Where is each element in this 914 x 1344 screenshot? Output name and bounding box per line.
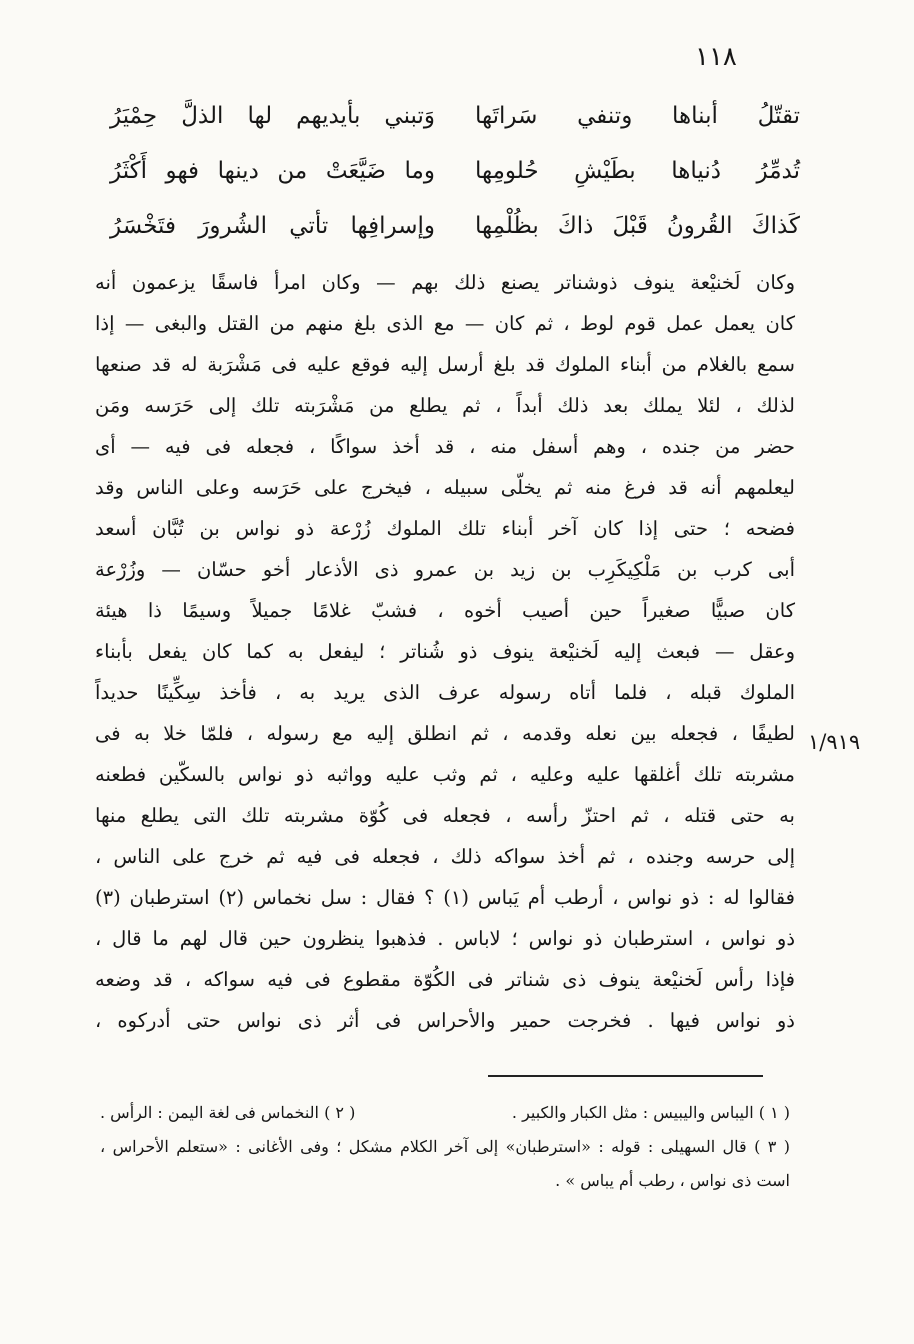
verse-second-hemistich: وما ضَيَّعَتْ من دينها فهو أَكْثَرُ bbox=[110, 157, 435, 184]
prose-line: ذو نواس ، استرطبان ذو نواس ؛ لاباس . فذهبوا ينظرون حين قال لهم ما قال ، bbox=[95, 927, 795, 950]
prose-line: سمع بالغلام من أبناء الملوك قد بلغ أرسل إليه فوقع عليه فى مَشْرَبة له قد صنعها bbox=[95, 353, 795, 376]
poem-verse bbox=[110, 88, 800, 143]
verse-first-hemistich: كَذاكَ القُرونُ قَبْلَ ذاكَ بظُلْمِها bbox=[475, 212, 800, 239]
prose-line: لطيفًا ، فجعله بين نعله وقدمه ، ثم انطلق إليه مع رسوله ، فلمّا خلا به فى bbox=[95, 722, 795, 745]
prose-line: به حتى قتله ، ثم احتزّ رأسه ، فجعله فى كُوّة مشربته تلك التى يطلع منها bbox=[95, 804, 795, 827]
prose-line: فقالوا له : ذو نواس ، أرطب أم يَباس (١) ؟ فقال : سل نخماس (٢) استرطبان (٣) bbox=[95, 886, 795, 909]
poem-verse bbox=[110, 143, 800, 198]
footnote-pair bbox=[100, 1096, 790, 1130]
prose-line: ليعلمهم أنه قد فرغ منه ثم يخلّى سبيله ، فيخرج على حَرَسه وعلى الناس وقد bbox=[95, 476, 795, 499]
verse-first-hemistich: تقتّلُ أبناها وتنفي سَراتَها bbox=[475, 102, 800, 129]
prose-line: فضحه ؛ حتى إذا كان آخر أبناء تلك الملوك زُرْعة ذو نواس بن تُبَّان أسعد bbox=[95, 517, 795, 540]
poem bbox=[110, 88, 800, 253]
footnote-2: ( ٢ ) النخماس فى لغة اليمن : الرأس . bbox=[100, 1103, 356, 1122]
verse-first-hemistich: تُدمِّرُ دُنياها بطَيْشِ حُلومِها bbox=[475, 157, 800, 184]
page-number: ١١٨ bbox=[695, 42, 737, 72]
prose-line: لذلك ، لئلا يملك بعد ذلك أبداً ، ثم يطلع من مَشْرَبته تلك إلى حَرَسه ومَن bbox=[95, 394, 795, 417]
prose-line: إلى حرسه وجنده ، ثم أخذ سواكه ذلك ، فجعله فى فيه ثم خرج على الناس ، bbox=[95, 845, 795, 868]
verse-second-hemistich: وَتبني بأيديهم لها الذلَّ حِمْيَرُ bbox=[110, 102, 435, 129]
footnote-3: ( ٣ ) قال السهيلى : قوله : «استرطبان» إلى آخر الكلام مشكل ؛ وفى الأغانى : «ستعلم الأحراس ، bbox=[100, 1137, 791, 1156]
footnote-divider bbox=[488, 1075, 763, 1077]
verse-second-hemistich: وإسرافِها تأتي الشُرورَ فتَخْسَرُ bbox=[110, 212, 435, 239]
prose-line: أبى كرب بن مَلْكِيكَرِب بن زيد بن عمرو ذى الأذعار أخو حسّان — وزُرْعة bbox=[95, 558, 795, 581]
poem-verse bbox=[110, 198, 800, 253]
prose-line: وكان لَخنيْعة ينوف ذوشناتر يصنع ذلك بهم — وكان امرأ فاسقًا يزعمون أنه bbox=[95, 271, 795, 294]
footnote-1: ( ١ ) اليباس واليبيس : مثل الكبار والكبير . bbox=[511, 1103, 790, 1122]
prose-line: حضر من جنده ، وهم أسفل منه ، قد أخذ سواكًا ، فجعله فى فيه — أى bbox=[95, 435, 795, 458]
prose-line: مشربته تلك أغلقها عليه وعليه ، ثم وثب عليه وواثبه ذو نواس بالسكّين فطعنه bbox=[95, 763, 795, 786]
prose-line: الملوك قبله ، فلما أتاه رسوله عرف الذى يريد به ، فأخذ سِكِّينًا حديداً bbox=[95, 681, 795, 704]
prose-line: كان صبيًّا صغيراً حين أصيب أخوه ، فشبّ غلامًا جميلاً وسيمًا ذا هيئة bbox=[95, 599, 795, 622]
footnote-3-continuation: است ذى نواس ، رطب أم يباس » . bbox=[555, 1171, 790, 1190]
footnotes bbox=[100, 1096, 790, 1198]
prose-line: وعقل — فبعث إليه لَخنيْعة ينوف ذو شُناتر ؛ ليفعل به كما كان يفعل بأبناء bbox=[95, 640, 795, 663]
prose-line: كان يعمل عمل قوم لوط ، ثم كان — مع الذى بلغ منهم من القتل والبغى — إذا bbox=[95, 312, 795, 335]
margin-reference: ١/٩١٩ bbox=[808, 730, 861, 754]
prose-line: فإذا رأس لَخنيْعة ينوف ذى شناتر فى الكُوّة مقطوع فى فيه سواكه ، قد وضعه bbox=[95, 968, 795, 991]
prose-line: ذو نواس فيها . فخرجت حمير والأحراس فى أثر ذى نواس حتى أدركوه ، bbox=[95, 1009, 795, 1032]
prose-body bbox=[95, 262, 795, 1041]
